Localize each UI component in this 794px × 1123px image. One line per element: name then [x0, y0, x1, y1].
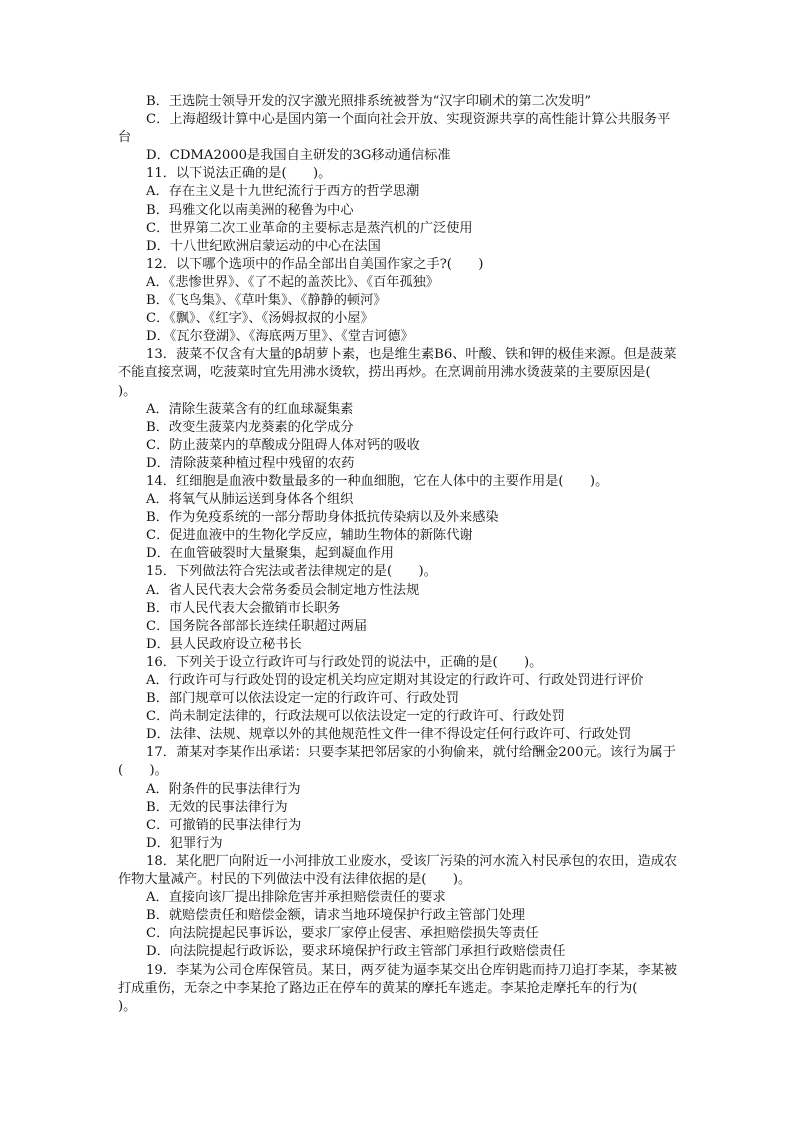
option-line: C．促进血液中的生物化学反应，辅助生物体的新陈代谢: [146, 528, 473, 544]
option-line: C．可撤销的民事法律行为: [146, 817, 302, 833]
option-line: C．国务院各部部长连续任职超过两届: [146, 618, 368, 634]
option-line: B．改变生菠菜内龙葵素的化学成分: [146, 419, 354, 435]
question-paragraph: 17．萧某对李某作出承诺：只要李某把邻居家的小狗偷来，就付给酬金200元。该行为属于( )。: [118, 745, 676, 779]
question-line: 11．以下说法正确的是( )。: [146, 166, 332, 182]
question-paragraph: 19．李某为公司仓库保管员。某日，两歹徒为逼李某交出仓库钥匙而持刀追打李某，李某被打成重伤，无奈之中李某抢了路边正在停车的黄某的摩托车逃走。李某抢走摩托车的行为( )。: [118, 962, 678, 1014]
option-line: A．省人民代表大会常务委员会制定地方性法规: [146, 582, 420, 598]
option-line: A．将氧气从肺运送到身体各个组织: [146, 492, 354, 508]
option-line: B．无效的民事法律行为: [146, 799, 288, 815]
option-line: D．在血管破裂时大量聚集，起到凝血作用: [146, 546, 394, 562]
option-line: D．《瓦尔登湖》、《海底两万里》、《堂吉诃德》: [146, 329, 414, 345]
option-line: B．《飞鸟集》、《草叶集》、《静静的顿河》: [146, 293, 387, 309]
option-line: B．王选院士领导开发的汉字激光照排系统被誉为“汉字印刷术的第二次发明”: [146, 94, 592, 109]
option-line: B．玛雅文化以南美洲的秘鲁为中心: [146, 202, 354, 218]
option-line: A．附条件的民事法律行为: [146, 781, 301, 797]
question-line: 14．红细胞是血液中数量最多的一种血细胞，它在人体中的主要作用是( )。: [146, 473, 609, 489]
question-paragraph: 13．菠菜不仅含有大量的β胡萝卜素，也是维生素B6、叶酸、铁和钾的极佳来源。但是菠菜不能直接烹调，吃菠菜时宜先用沸水烫软，捞出再炒。在烹调前用沸水烫菠菜的主要原因是( )。: [118, 347, 678, 399]
question-line: 15．下列做法符合宪法或者法律规定的是( )。: [146, 564, 437, 580]
document-page: [118, 93, 680, 1016]
option-line: D．法律、法规、规章以外的其他规范性文件一律不得设定任何行政许可、行政处罚: [146, 727, 632, 743]
option-line: A．存在主义是十九世纪流行于西方的哲学思潮: [146, 184, 420, 200]
option-line: C．防止菠菜内的草酸成分阻碍人体对钙的吸收: [146, 437, 420, 453]
option-line: D．清除菠菜种植过程中残留的农药: [146, 455, 355, 471]
option-line: D．十八世纪欧洲启蒙运动的中心在法国: [146, 238, 381, 254]
option-line: D．向法院提起行政诉讼，要求环境保护行政主管部门承担行政赔偿责任: [146, 944, 566, 960]
option-line: D．犯罪行为: [146, 835, 223, 851]
option-line: C．《飘》、《红字》、《汤姆叔叔的小屋》: [146, 311, 374, 327]
option-line: A．清除生菠菜含有的红血球凝集素: [146, 401, 354, 417]
option-line: B．市人民代表大会撤销市长职务: [146, 600, 341, 616]
option-line: B．部门规章可以依法设定一定的行政许可、行政处罚: [146, 691, 460, 707]
option-line: D．CDMA2000是我国自主研发的3G移动通信标准: [146, 148, 451, 164]
option-line: C．向法院提起民事诉讼，要求厂家停止侵害、承担赔偿损失等责任: [146, 926, 539, 942]
question-line: 16．下列关于设立行政许可与行政处罚的说法中，正确的是( )。: [146, 654, 543, 670]
option-line: A．行政许可与行政处罚的设定机关均应定期对其设定的行政许可、行政处罚进行评价: [146, 673, 644, 688]
option-line: A．直接向该厂提出排除危害并承担赔偿责任的要求: [146, 890, 446, 906]
question-paragraph: 18．某化肥厂向附近一小河排放工业废水，受该厂污染的河水流入村民承包的农田，造成农作物大量减产。村民的下列做法中没有法律依据的是( )。: [118, 853, 678, 888]
option-line: C．世界第二次工业革命的主要标志是蒸汽机的广泛使用: [146, 220, 473, 236]
option-line: B．就赔偿责任和赔偿金额，请求当地环境保护行政主管部门处理: [146, 908, 525, 924]
option-line-wrapped: C．上海超级计算中心是国内第一个面向社会开放、实现资源共享的高性能计算公共服务平台: [118, 112, 671, 146]
option-line: A．《悲惨世界》、《了不起的盖茨比》、《百年孤独》: [146, 274, 440, 290]
option-line: B．作为免疫系统的一部分帮助身体抵抗传染病以及外来感染: [146, 510, 499, 526]
question-line: 12．以下哪个选项中的作品全部出自美国作家之手?( ): [146, 256, 484, 272]
option-line: D．县人民政府设立秘书长: [146, 636, 302, 652]
option-line: C．尚未制定法律的，行政法规可以依法设定一定的行政许可、行政处罚: [146, 709, 565, 725]
